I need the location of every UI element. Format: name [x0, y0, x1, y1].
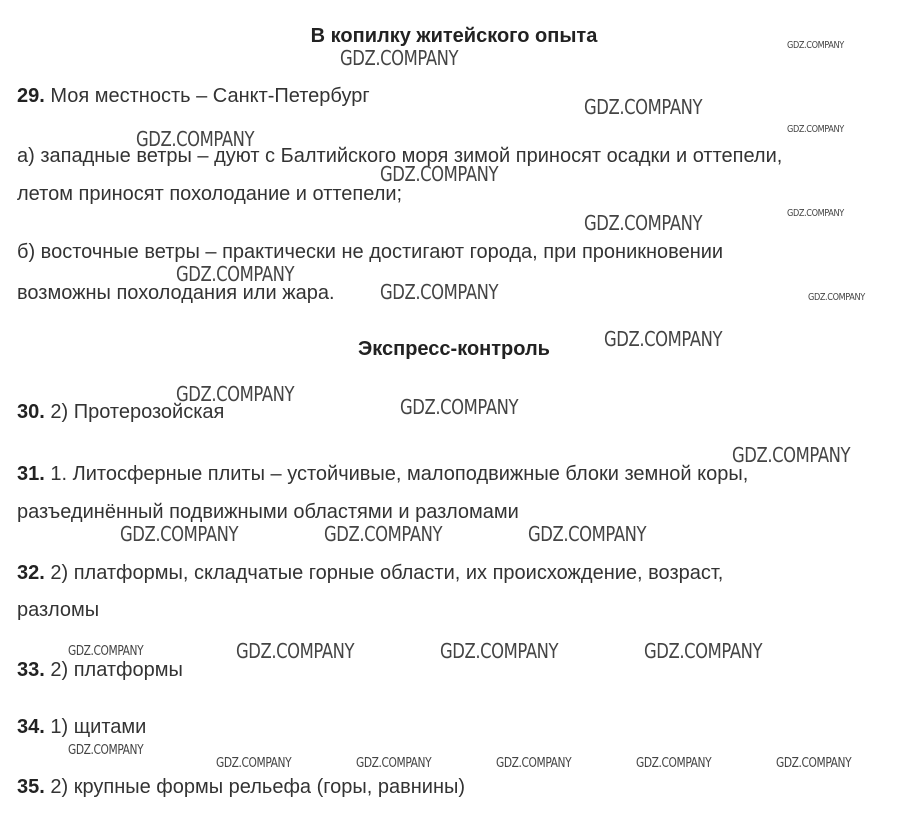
watermark: GDZ.COMPANY [636, 756, 712, 771]
answer-text: 2) платформы, складчатые горные области, их происхождение, возраст, [44, 562, 724, 584]
watermark: GDZ.COMPANY [136, 127, 255, 151]
watermark: GDZ.COMPANY [584, 95, 703, 119]
watermark: GDZ.COMPANY [68, 743, 144, 758]
answer-35 [17, 776, 465, 799]
answer-33 [17, 659, 183, 682]
answer-29-b-line-1: б) восточные ветры – практически не достигают города, при проникновении [17, 241, 724, 263]
watermark: GDZ.COMPANY [496, 756, 572, 771]
answer-number: 31. [17, 463, 45, 485]
watermark: GDZ.COMPANY [787, 124, 844, 135]
watermark: GDZ.COMPANY [604, 327, 723, 351]
answer-text: 2) крупные формы рельефа (горы, равнины) [44, 776, 466, 798]
watermark: GDZ.COMPANY [324, 522, 443, 546]
answer-text: 2) Протерозойская [44, 401, 225, 423]
watermark: GDZ.COMPANY [400, 395, 519, 419]
watermark: GDZ.COMPANY [216, 756, 292, 771]
answer-text: Моя местность – Санкт-Петербург [44, 85, 370, 107]
answer-29 [17, 85, 370, 108]
answer-number: 34. [17, 716, 45, 738]
watermark: GDZ.COMPANY [176, 262, 295, 286]
watermark: GDZ.COMPANY [68, 644, 144, 659]
section-title-express-control: Экспресс-контроль [358, 338, 550, 360]
watermark: GDZ.COMPANY [236, 639, 355, 663]
watermark: GDZ.COMPANY [584, 211, 703, 235]
watermark: GDZ.COMPANY [776, 756, 852, 771]
answer-text: 2) платформы [44, 659, 183, 681]
watermark: GDZ.COMPANY [176, 382, 295, 406]
watermark: GDZ.COMPANY [380, 280, 499, 304]
watermark: GDZ.COMPANY [787, 40, 844, 51]
watermark: GDZ.COMPANY [732, 443, 851, 467]
answer-number: 33. [17, 659, 45, 681]
watermark: GDZ.COMPANY [787, 208, 844, 219]
answer-29-b-line-2: возможны похолодания или жара. [17, 282, 335, 304]
answer-number: 35. [17, 776, 45, 798]
answer-number: 29. [17, 85, 45, 107]
watermark: GDZ.COMPANY [644, 639, 763, 663]
answer-31-line-2: разъединённый подвижными областями и разломами [17, 501, 519, 523]
watermark: GDZ.COMPANY [528, 522, 647, 546]
answer-32-line-1 [17, 562, 723, 585]
watermark: GDZ.COMPANY [340, 46, 459, 70]
answer-34 [17, 716, 146, 739]
watermark: GDZ.COMPANY [440, 639, 559, 663]
watermark: GDZ.COMPANY [120, 522, 239, 546]
answer-32-line-2: разломы [17, 599, 100, 621]
watermark: GDZ.COMPANY [808, 292, 865, 303]
answer-text: 1. Литосферные плиты – устойчивые, малоподвижные блоки земной коры, [44, 463, 749, 485]
answer-29-a-line-2: летом приносят похолодание и оттепели; [17, 183, 403, 205]
watermark: GDZ.COMPANY [356, 756, 432, 771]
section-title-life-experience: В копилку житейского опыта [310, 25, 598, 47]
answer-31-line-1 [17, 463, 748, 486]
answer-number: 30. [17, 401, 45, 423]
answer-number: 32. [17, 562, 45, 584]
watermark: GDZ.COMPANY [380, 162, 499, 186]
answer-text: 1) щитами [44, 716, 147, 738]
answer-29-a-line-1: а) западные ветры – дуют с Балтийского моря зимой приносят осадки и оттепели, [17, 145, 783, 167]
